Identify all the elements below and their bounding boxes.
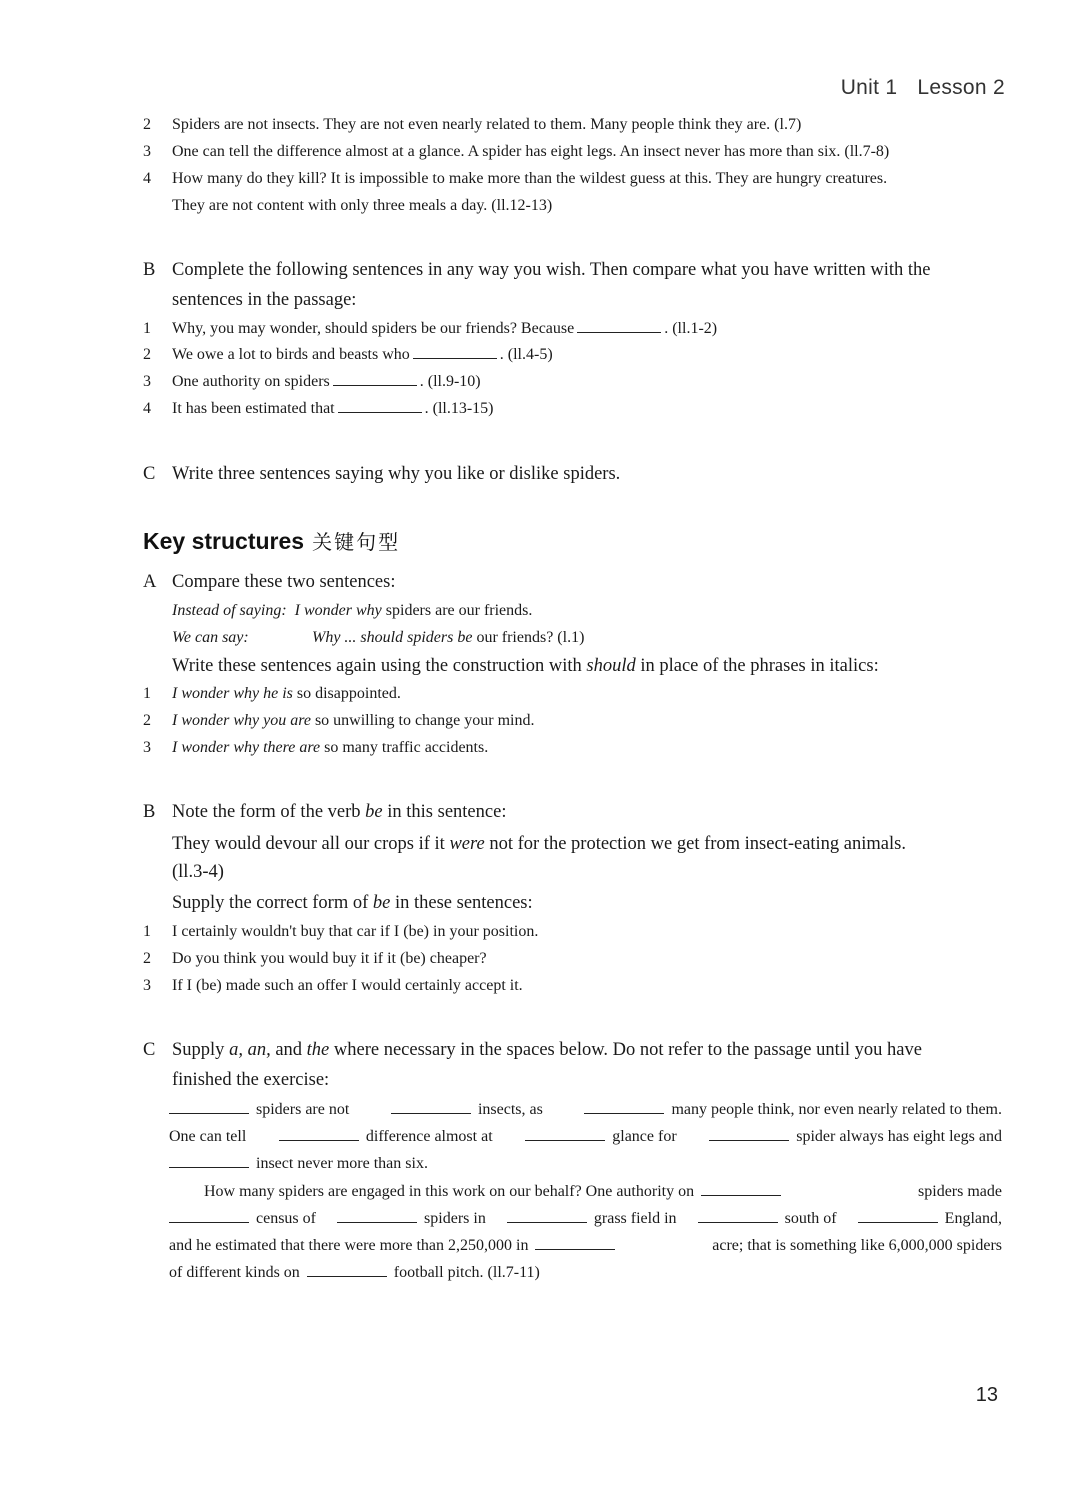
item-number: 2 [143,346,151,363]
italic-phrase: Why ... should spiders be [312,629,473,646]
rest: so many traffic accidents. [324,739,489,756]
text: grass field in [593,1210,677,1227]
italic-phrase: I wonder why there are [172,739,321,756]
page-number: 13 [975,1384,998,1406]
text: spiders made [918,1183,1002,1200]
list-item-continued: They are not content with only three meals a day. (ll.12-13) [172,197,553,214]
rest: so disappointed. [296,685,401,702]
item-number: 1 [143,923,151,940]
exercise-line [169,1101,1002,1119]
answer-blank[interactable] [391,1101,471,1114]
text: census of [256,1210,316,1227]
item-number: 3 [143,373,151,390]
rest: spiders are our friends. [385,602,533,619]
key-structures-heading [143,526,400,555]
key-b-example [172,834,906,855]
answer-blank[interactable] [507,1210,587,1223]
answer-blank[interactable] [279,1128,359,1141]
list-item: I certainly wouldn't buy that car if I (be) in your position. [172,923,539,940]
italic-word: a, [229,1040,243,1060]
key-b-letter: B [143,802,156,822]
instead-of-saying [172,602,532,620]
answer-blank[interactable] [709,1128,789,1141]
item-number: 1 [143,685,151,702]
key-c-instruction [172,1040,922,1061]
lesson-label: Lesson 2 [917,76,1005,99]
text: in this sentence: [387,802,507,822]
answer-blank[interactable] [413,346,497,359]
text: of different kinds on [169,1264,300,1281]
text: where necessary in the spaces below. Do not refer to the passage until you have [333,1040,922,1060]
italic-word: an, [247,1040,271,1060]
answer-blank[interactable] [169,1155,249,1168]
line-ref: . (ll.1-2) [664,320,718,337]
answer-blank[interactable] [698,1210,778,1223]
italic-word: the [306,1040,330,1060]
text: in these sentences: [394,893,533,913]
item-number: 1 [143,320,151,337]
text: They would devour all our crops if it [172,834,445,854]
key-b-example-ref: (ll.3-4) [172,862,224,882]
answer-blank[interactable] [338,400,422,413]
list-item: If I (be) made such an offer I would certainly accept it. [172,977,523,994]
item-number: 2 [143,712,151,729]
answer-blank[interactable] [584,1101,664,1114]
fill-in-item [172,400,493,418]
exercise-line [169,1264,540,1282]
rest: our friends? (l.1) [476,629,585,646]
fill-in-item [172,346,553,364]
heading-text: Key structures [143,528,305,554]
text: spiders are not [256,1101,350,1118]
italic-phrase: I wonder why [294,602,382,619]
text: Supply [172,1040,225,1060]
unit-label: Unit 1 [840,76,898,99]
section-c-letter: C [143,464,156,484]
item-text: It has been estimated that [172,400,335,417]
item-number: 3 [143,143,151,160]
text: acre; that is something like 6,000,000 spiders [712,1237,1002,1254]
text: Supply the correct form of [172,893,369,913]
exercise-line [169,1237,1002,1255]
line-ref: . (ll.9-10) [419,373,481,390]
label: We can say: [172,629,249,646]
answer-blank[interactable] [858,1210,938,1223]
text: One can tell [169,1128,247,1145]
key-b-supply [172,893,533,914]
item-number: 4 [143,400,151,417]
answer-blank[interactable] [333,373,417,386]
italic-word: be [372,893,391,913]
list-item: Do you think you would buy it if it (be) cheaper? [172,950,487,967]
list-item: Spiders are not insects. They are not even nearly related to them. Many people think they are. (l.7) [172,116,802,133]
section-b-letter: B [143,260,156,280]
section-b-instruction-cont: sentences in the passage: [172,290,357,310]
text: Note the form of the verb [172,802,361,822]
answer-blank[interactable] [701,1183,781,1196]
answer-blank[interactable] [307,1264,387,1277]
text: south of [784,1210,837,1227]
answer-blank[interactable] [577,320,661,333]
list-item [172,739,488,757]
text: and he estimated that there were more than 2,250,000 in [169,1237,529,1254]
text: not for the protection we get from insect-eating animals. [489,834,906,854]
section-b-instruction: Complete the following sentences in any way you wish. Then compare what you have written with the [172,260,931,280]
text: glance for [612,1128,677,1145]
text: insect never more than six. [256,1155,428,1172]
text: in place of the phrases in italics: [640,656,879,676]
item-text: Why, you may wonder, should spiders be our friends? Because [172,320,575,337]
italic-phrase: I wonder why you are [172,712,311,729]
exercise-line [169,1210,1002,1228]
running-header [841,76,1005,100]
list-item [172,712,534,730]
exercise-line [204,1183,1002,1201]
text: football pitch. (ll.7-11) [393,1264,540,1281]
line-ref: . (ll.4-5) [499,346,553,363]
item-number: 2 [143,950,151,967]
list-item: How many do they kill? It is impossible to make more than the wildest guess at this. They are hungry creatures. [172,170,888,187]
fill-in-item [172,373,481,391]
label: Instead of saying: [172,602,287,619]
we-can-say [172,629,584,647]
heading-chinese: 关键句型 [312,530,401,554]
item-number: 3 [143,739,151,756]
exercise-line [169,1128,1002,1146]
italic-word: were [449,834,485,854]
text: England, [944,1210,1002,1227]
answer-blank[interactable] [337,1210,417,1223]
key-a-intro: Compare these two sentences: [172,572,396,592]
text: spiders in [424,1210,486,1227]
key-a-write-instruction [172,656,879,677]
italic-phrase: I wonder why he is [172,685,293,702]
text: insects, as [477,1101,543,1118]
text: difference almost at [365,1128,493,1145]
list-item [172,685,401,703]
rest: so unwilling to change your mind. [314,712,535,729]
line-ref: . (ll.13-15) [424,400,494,417]
item-text: One authority on spiders [172,373,330,390]
item-number: 4 [143,170,151,187]
item-text: We owe a lot to birds and beasts who [172,346,410,363]
text: How many spiders are engaged in this work on our behalf? One authority on [204,1183,695,1200]
section-c-instruction: Write three sentences saying why you like or dislike spiders. [172,464,621,484]
item-number: 3 [143,977,151,994]
list-item: One can tell the difference almost at a glance. A spider has eight legs. An insect never has more than six. (ll.7-8) [172,143,890,160]
fill-in-item [172,320,717,338]
text: and [275,1040,303,1060]
answer-blank[interactable] [535,1237,615,1250]
key-c-instruction-cont: finished the exercise: [172,1070,330,1090]
text: Write these sentences again using the construction with [172,656,582,676]
text: spider always has eight legs and [796,1128,1002,1145]
key-b-note [172,802,506,823]
answer-blank[interactable] [169,1210,249,1223]
exercise-line [169,1155,428,1173]
key-c-letter: C [143,1040,156,1060]
item-number: 2 [143,116,151,133]
italic-word: be [365,802,383,822]
answer-blank[interactable] [169,1101,249,1114]
answer-blank[interactable] [525,1128,605,1141]
italic-word: should [586,656,636,676]
text: many people think, nor even nearly related to them. [671,1101,1002,1118]
key-a-letter: A [143,572,157,592]
